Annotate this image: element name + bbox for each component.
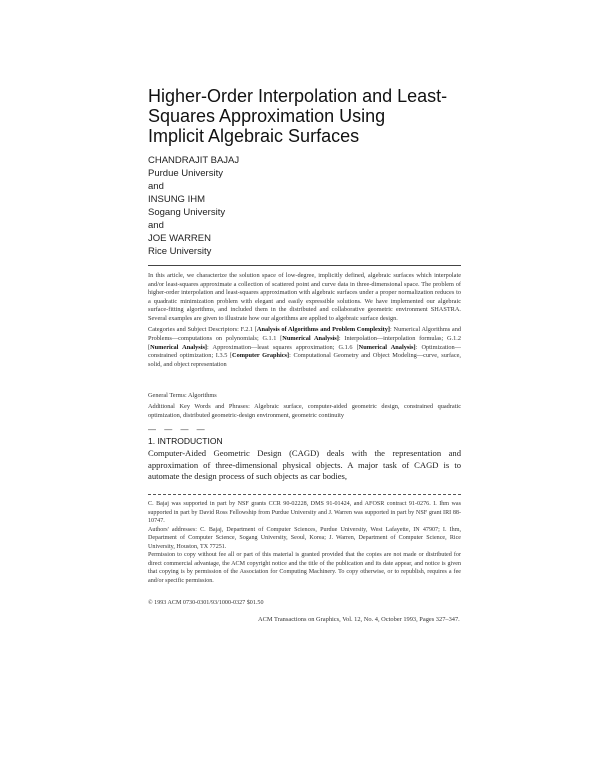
category-text: : Numerical Algorithms and Problems—computations on polynomials; G.1.1 [ bbox=[148, 326, 461, 342]
copyright-line: © 1993 ACM 0730-0301/93/1000-0327 $01.50 bbox=[148, 600, 264, 606]
author-separator: and bbox=[148, 181, 164, 192]
author-affiliation: Rice University bbox=[148, 246, 212, 257]
footnote-rule bbox=[148, 494, 461, 495]
author-affiliation: Sogang University bbox=[148, 207, 226, 218]
author-block bbox=[148, 154, 448, 258]
author-affiliation: Purdue University bbox=[148, 168, 223, 179]
journal-citation: ACM Transactions on Graphics, Vol. 12, No. 4, October 1993, Pages 327–347. bbox=[258, 616, 460, 623]
categories-label: Categories and Subject Descriptors: F.2.1 [ bbox=[148, 326, 257, 333]
title-line: Higher-Order Interpolation and Least- bbox=[148, 86, 448, 106]
section-heading: 1. INTRODUCTION bbox=[148, 436, 223, 446]
abstract: In this article, we characterize the solution space of low-degree, implicitly defined, algebraic surfaces which interpolate and/or least-squares approximate a collection of scattered point and curve data in three-dimensional space. The problem of higher-order interpolation and least-squares approximation with algebraic surfaces under a proper normalization reduces to a quadratic minimization problem with elegant and easily expressible solutions. We have implemented our algebraic surface-fitting algorithms, and included them in the distributed and collaborative geometric environment SHASTRA. Several examples are given to illustrate how our algorithms are applied to algebraic surface design. bbox=[148, 272, 461, 322]
category-text: : Computational Geometry and Object Modeling—curve, surface, solid, and object representation bbox=[148, 352, 461, 369]
category-text: : Optimization—constrained optimization; I.3.5 [ bbox=[148, 343, 461, 360]
paper-title bbox=[148, 86, 478, 146]
author-name: INSUNG IHM bbox=[148, 194, 205, 205]
category-text: : Interpolation—interpolation formulas; G.1.2 [ bbox=[148, 334, 461, 351]
introduction-paragraph: Computer-Aided Geometric Design (CAGD) deals with the representation and approximation of three-dimensional physical objects. A major task of CAGD is to automate the design process of such objects as car bodies, bbox=[148, 448, 461, 481]
category-bold: Analysis of Algorithms and Problem Complexity] bbox=[256, 326, 391, 333]
general-terms: General Terms: Algorithms bbox=[148, 392, 217, 399]
author-name: JOE WARREN bbox=[148, 233, 211, 244]
categories-descriptors bbox=[148, 326, 461, 370]
category-bold: Numerical Analysis] bbox=[150, 343, 208, 351]
title-line: Implicit Algebraic Surfaces bbox=[148, 126, 360, 146]
footnote-addresses: Authors' addresses: C. Bajaj, Department of Computer Sciences, Purdue University, West Lafayette, IN 47907; I. Ihm, Department of Computer Science, Sogang University, Seoul, Korea; J. Warren, Department of Computer Science, Rice University, Houston, TX 77251. bbox=[148, 526, 461, 550]
separator-dashes: — — — — bbox=[148, 425, 208, 434]
category-bold: Numerical Analysis] bbox=[282, 334, 339, 342]
author-separator: and bbox=[148, 220, 164, 231]
additional-keywords: Additional Key Words and Phrases: Algebraic surface, computer-aided geometric design, constrained quadratic optimization, distributed geometric-design environment, geometric continuity bbox=[148, 403, 461, 419]
category-bold: Numerical Analysis] bbox=[358, 343, 416, 351]
footnote-support: C. Bajaj was supported in part by NSF grants CCR 90-02228, DMS 91-01424, and AFOSR contract 91-0276. I. Ihm was supported in part by David Ross Fellowship from Purdue University and J. Warren was supported in part by NSF grant IRI 88-10747. bbox=[148, 501, 461, 524]
footnote-permission: Permission to copy without fee all or part of this material is granted provided that the copies are not made or distributed for direct commercial advantage, the ACM copyright notice and the title of the publication and its date appear, and notice is given that copying is by permission of the Association for Computing Machinery. To copy otherwise, or to republish, requires a fee and/or specific permission. bbox=[148, 552, 461, 584]
category-bold: Computer Graphics] bbox=[232, 352, 290, 360]
footnotes bbox=[148, 500, 461, 585]
category-text: : Approximation—least squares approximation; G.1.6 [ bbox=[207, 343, 359, 351]
author-name: CHANDRAJIT BAJAJ bbox=[148, 155, 240, 166]
divider-rule bbox=[148, 265, 461, 266]
title-line: Squares Approximation Using bbox=[148, 106, 386, 126]
